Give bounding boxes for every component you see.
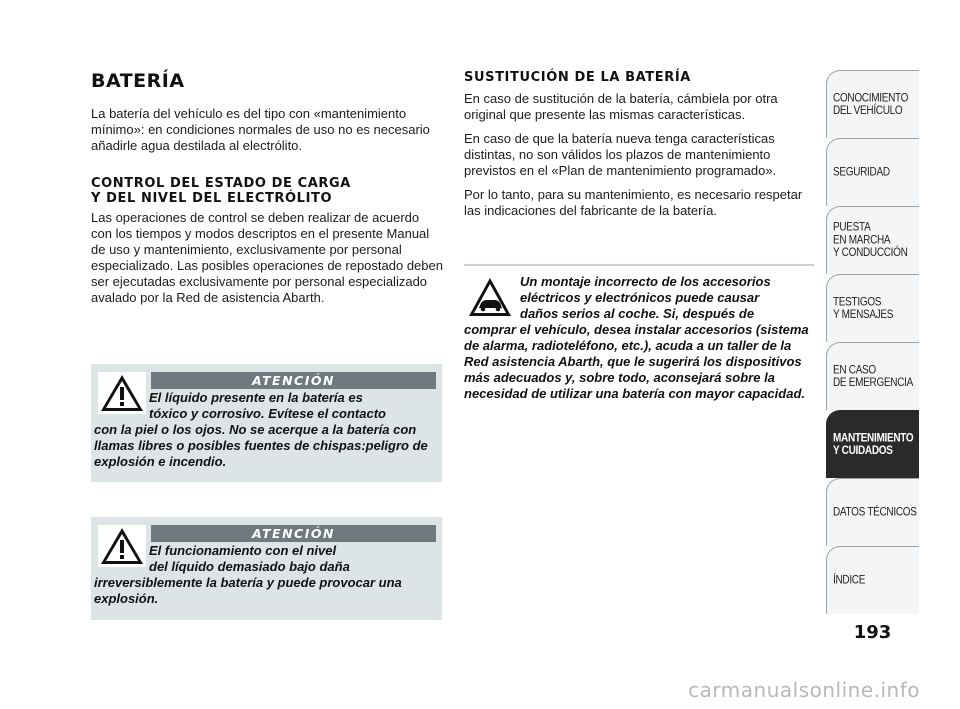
note-text-line: eléctricos y electrónicos puede causar — [520, 290, 760, 305]
intro-paragraph: La batería del vehículo es del tipo con «mantenimiento mínimo»: en condiciones normales de uso no es necesario añadirle agua destilada al electrólito. — [91, 106, 430, 153]
replacement-paragraph-1: En caso de sustitución de la batería, cámbiela por otra original que presente las mismas características. — [464, 91, 778, 122]
accessories-note-text — [464, 274, 814, 402]
section-body: Las operaciones de control se deben realizar de acuerdo con los tiempos y modos descriptos en el presente Manual de uso y mantenimiento, exclusivamente por personal especializado. Las posibles operaciones de repostado deben ser ejecutadas exclusivamente por personal especializado avalado por la Red de asistencia Abarth. — [91, 210, 443, 305]
warning-text-line: El líquido presente en la batería es — [149, 390, 363, 405]
tab-label: DATOS TÉCNICOS — [833, 506, 917, 519]
tab-label: CONOCIMIENTO DEL VEHÍCULO — [833, 91, 909, 118]
replacement-title: SUSTITUCIÓN DE LA BATERÍA — [464, 70, 691, 85]
page-number: 193 — [853, 622, 892, 643]
divider — [464, 264, 814, 266]
tab-datos-tecnicos[interactable] — [826, 478, 919, 546]
page-title: BATERÍA — [91, 70, 185, 92]
note-text-body: comprar el vehículo, desea instalar accesorios (sistema de alarma, radioteléfono, etc.), acuda a un taller de la Red asistencia Abarth, que le sugerirá los dispositivos más adecuados y, sobre todo, aconsejará sobre la necesidad de utilizar una batería con mayor capacidad. — [464, 322, 809, 401]
note-text-line: daños serios al coche. Si, después de — [520, 306, 755, 321]
warning-text-line: El funcionamiento con el nivel — [149, 543, 337, 558]
warning-text — [91, 390, 436, 470]
tab-label: ÍNDICE — [833, 574, 866, 587]
accessories-note — [464, 274, 814, 402]
warning-header: ATENCIÓN — [151, 372, 436, 389]
replacement-paragraph-2: En caso de que la batería nueva tenga características distintas, no son válidos los plazos de mantenimiento previstos en el «Plan de mantenimiento programado». — [464, 131, 777, 178]
tab-emergencia[interactable] — [826, 342, 919, 410]
tab-conocimiento[interactable] — [826, 70, 919, 138]
section-title — [91, 176, 443, 206]
tab-label: TESTIGOS Y MENSAJES — [833, 295, 894, 322]
tab-label: PUESTA EN MARCHA Y CONDUCCIÓN — [833, 221, 908, 260]
warning-text — [91, 543, 436, 607]
warning-text-body: irreversiblemente la batería y puede provocar una explosión. — [94, 575, 402, 606]
chapter-sidebar — [826, 70, 919, 614]
watermark: carmanualsonline.info — [688, 678, 920, 702]
tab-testigos[interactable] — [826, 274, 919, 342]
car-warning-icon — [467, 276, 513, 318]
tab-label: MANTENIMIENTO Y CUIDADOS — [833, 431, 914, 458]
tab-indice[interactable] — [826, 546, 919, 614]
replacement-paragraph-3: Por lo tanto, para su mantenimiento, es necesario respetar las indicaciones del fabricante de la batería. — [464, 187, 803, 218]
tab-seguridad[interactable] — [826, 138, 919, 206]
warning-text-line: del líquido demasiado bajo daña — [149, 559, 350, 574]
middle-column — [464, 70, 814, 227]
section-title-line-2: Y DEL NIVEL DEL ELECTRÓLITO — [91, 191, 333, 206]
section-title-line-1: CONTROL DEL ESTADO DE CARGA — [91, 176, 351, 191]
warning-box-low-level — [91, 517, 442, 620]
warning-box-electrolyte — [91, 364, 442, 482]
note-text-line: Un montaje incorrecto de los accesorios — [520, 274, 771, 289]
tab-puesta-en-marcha[interactable] — [826, 206, 919, 274]
warning-text-line: tóxico y corrosivo. Evítese el contacto — [149, 406, 386, 421]
tab-label: SEGURIDAD — [833, 166, 890, 179]
tab-label: EN CASO DE EMERGENCIA — [833, 363, 914, 390]
warning-header: ATENCIÓN — [151, 525, 436, 542]
tab-mantenimiento[interactable] — [826, 410, 919, 478]
warning-text-body: con la piel o los ojos. No se acerque a la batería con llamas libres o posibles fuentes de chispas:peligro de explosión e incendio. — [94, 422, 428, 469]
left-column — [91, 70, 443, 314]
